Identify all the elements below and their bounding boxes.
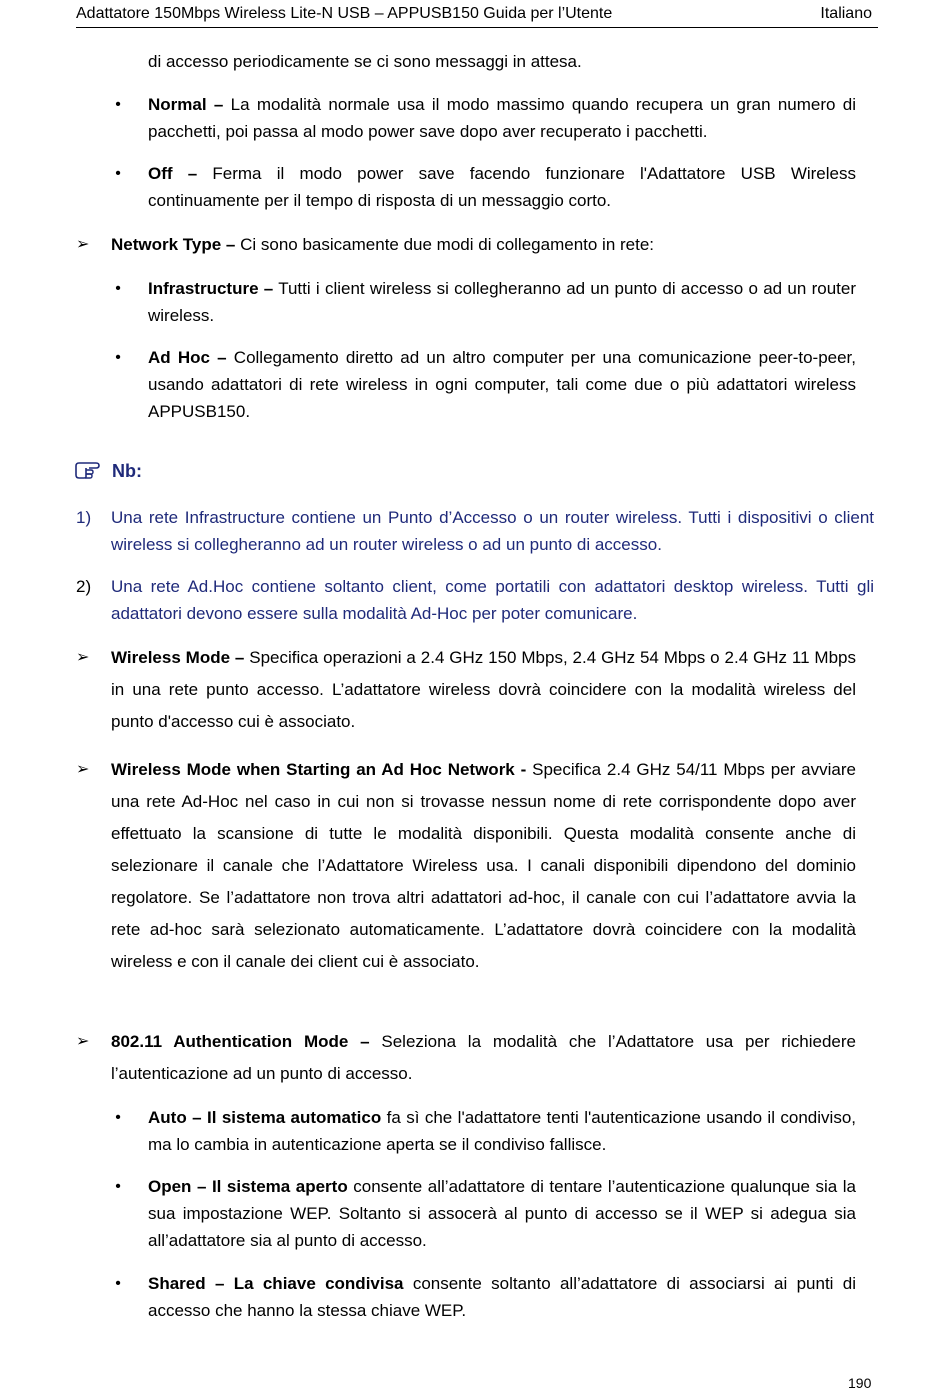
infrastructure-term: Infrastructure – <box>148 279 274 298</box>
note-label: Nb: <box>112 461 142 481</box>
wireless-mode-adhoc-item <box>111 754 856 978</box>
network-type-item <box>111 231 856 258</box>
shared-item <box>148 1270 856 1324</box>
off-text: Ferma il modo power save facendo funzionare l'Adattatore USB Wireless continuamente per il tempo di risposta di un messaggio corto. <box>148 164 856 210</box>
arrow-network-type: ➢ <box>76 236 90 253</box>
off-item <box>148 160 856 214</box>
wireless-mode-text: Specifica operazioni a 2.4 GHz 150 Mbps, 2.4 GHz 54 Mbps o 2.4 GHz 11 Mbps in una rete punto accesso. L’adattatore wireless dovrà coincidere con la modalità wireless del punto d'accesso cui è associato. <box>111 648 857 731</box>
infrastructure-text: Tutti i client wireless si collegheranno ad un punto di accesso o ad un router wireless. <box>148 279 856 325</box>
bullet-adhoc: • <box>115 349 121 366</box>
pointing-hand-icon <box>74 458 108 480</box>
adhoc-term: Ad Hoc – <box>148 348 227 367</box>
network-type-term: Network Type – <box>111 235 236 254</box>
note-number-1: 1) <box>76 508 92 527</box>
adhoc-item <box>148 344 856 425</box>
auth-mode-text: Seleziona la modalità che l’Adattatore usa per richiedere l’autenticazione ad un punto di accesso. <box>111 1032 856 1083</box>
bullet-off: • <box>115 165 121 182</box>
page-number: 190 <box>848 1375 872 1391</box>
adhoc-text: Collegamento diretto ad un altro computer per una comunicazione peer-to-peer, usando adattatori di rete wireless in ogni computer, tali come due o più adattatori wireless APPUSB150. <box>148 348 857 421</box>
wireless-mode-adhoc-term: Wireless Mode when Starting an Ad Hoc Network - <box>111 760 527 779</box>
infrastructure-item <box>148 275 856 329</box>
note-item-1: Una rete Infrastructure contiene un Punto d’Accesso o un router wireless. Tutti i dispositivi o client wireless si collegheranno ad un router wireless o ad un punto di accesso. <box>111 508 874 554</box>
wireless-mode-adhoc-text: Specifica 2.4 GHz 54/11 Mbps per avviare una rete Ad-Hoc nel caso in cui non si trovasse nessun nome di rete corrispondente dopo aver effettuato la scansione di tutte le modalità disponibili. Questa modalità consente anche di selezionare il canale che l’Adattatore Wireless usa. I canali disponibili dipendono del dominio regolatore. Se l’adattatore non trova altri adattatori ad-hoc, il canale con cui l’adattatore avvia la rete ad-hoc sarà selezionato automaticamente. L’adattatore dovrà coincidere con la modalità wireless e con il canale dei client cui è associato. <box>111 760 856 971</box>
open-text: consente all’adattatore di tentare l’autenticazione qualunque sia la sua impostazione WEP. Soltanto si assocerà al punto di accesso se il WEP si adegua sia all’adattatore sia al punto di accesso. <box>148 1177 856 1250</box>
wireless-mode-term: Wireless Mode – <box>111 648 245 667</box>
wireless-mode-item <box>111 642 856 738</box>
off-term: Off – <box>148 164 198 183</box>
open-term: Open – Il sistema aperto <box>148 1177 348 1196</box>
auth-mode-term: 802.11 Authentication Mode – <box>111 1032 370 1051</box>
note-number-2: 2) <box>76 577 92 596</box>
arrow-wireless-mode-adhoc: ➢ <box>76 761 90 778</box>
normal-term: Normal – <box>148 95 224 114</box>
normal-item <box>148 91 856 145</box>
page-header <box>76 1 878 28</box>
note-item-2: Una rete Ad.Hoc contiene soltanto client, come portatili con adattatori desktop wireless. Tutti gli adattatori devono essere sulla modalità Ad-Hoc per poter comunicare. <box>111 577 874 623</box>
bullet-normal: • <box>115 96 121 113</box>
bullet-auto: • <box>115 1109 121 1126</box>
bullet-open: • <box>115 1178 121 1195</box>
bullet-infrastructure: • <box>115 280 121 297</box>
auto-term: Auto – Il sistema automatico <box>148 1108 382 1127</box>
open-item <box>148 1173 856 1254</box>
network-type-text: Ci sono basicamente due modi di collegamento in rete: <box>235 235 655 254</box>
normal-text: La modalità normale usa il modo massimo quando recupera un gran numero di pacchetti, poi passa al modo power save dopo aver recuperato i pacchetti. <box>148 95 857 141</box>
psm-tail-text: di accesso periodicamente se ci sono messaggi in attesa. <box>148 52 582 71</box>
arrow-auth-mode: ➢ <box>76 1033 90 1050</box>
shared-term: Shared – La chiave condivisa <box>148 1274 404 1293</box>
auth-mode-item <box>111 1026 856 1090</box>
bullet-shared: • <box>115 1275 121 1292</box>
header-language: Italiano <box>820 5 872 22</box>
auto-text: fa sì che l'adattatore tenti l'autenticazione usando il condiviso, ma lo cambia in autenticazione aperta se il condiviso fallisce. <box>148 1108 856 1154</box>
auto-item <box>148 1104 856 1158</box>
shared-text: consente soltanto all’adattatore di associarsi ai punti di accesso che hanno la stessa chiave WEP. <box>148 1274 856 1320</box>
arrow-wireless-mode: ➢ <box>76 649 90 666</box>
header-title: Adattatore 150Mbps Wireless Lite-N USB – APPUSB150 Guida per l’Utente <box>76 5 613 22</box>
